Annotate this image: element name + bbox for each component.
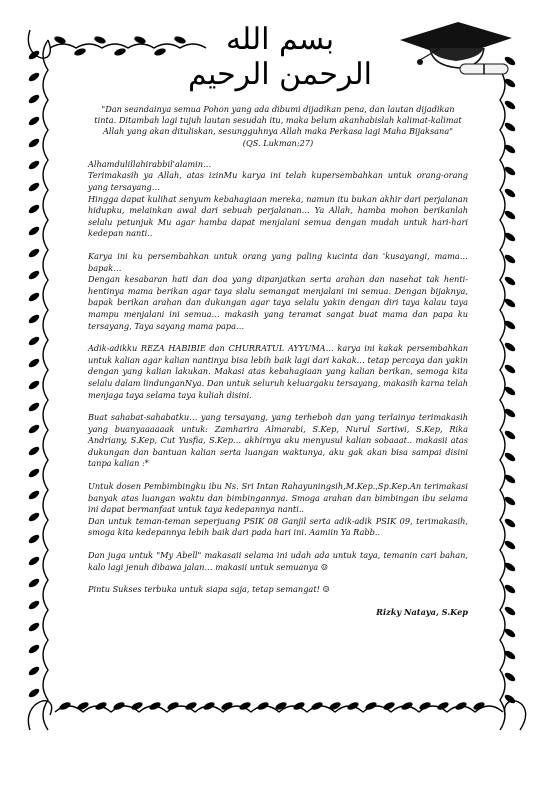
vine-leaf — [503, 209, 516, 221]
vine-leaf — [503, 187, 516, 199]
vine-leaf — [328, 701, 341, 712]
paragraph-line: Karya ini ku persembahkan untuk orang yang paling kucinta dan 'kusayangi, mama… bapak… — [88, 250, 468, 273]
vine-leaf — [418, 701, 431, 712]
paragraph-line: Buat sahabat-sahabatku… yang tersayang, yang terheboh dan yang terlainya terimakasih yang buanyaaaaaak untuk: Zamharira Almarabi, S.Kep, Nurul Sartiwi, S.Kep, Rika Andriany, S.Kep, Cut Yusfia, S.Kep… akhirnya aku menyusul kalian sobaaat.. makasii atas dukungan dan bantuan kalian serta luangan waktunya, aku gak akan bisa sampai disini tanpa kalian :* — [88, 412, 468, 469]
paragraph-siblings — [88, 343, 468, 401]
vine-leaf — [27, 379, 40, 391]
vine-leaf — [27, 423, 40, 435]
paragraph-closing — [88, 584, 468, 596]
vine-leaf — [503, 451, 516, 463]
vine-leaf — [27, 489, 40, 501]
paragraph-line: Untuk dosen Pembimbingku ibu Ns. Sri Intan Rahayuningsih,M.Kep.,Sp.Kep.An terimakasi banyak atas luangan waktu dan bimbingannya. Smoga arahan dan bimbingan ibu selama ini dapat bermanfaat untuk taya kedepannya nanti.. — [88, 481, 468, 515]
graduation-cap-icon — [390, 18, 515, 83]
vine-leaf — [58, 701, 71, 712]
vine-leaf — [27, 401, 40, 413]
vine-leaf — [27, 643, 40, 655]
vine-leaf — [202, 701, 215, 712]
signature: Rizky Nataya, S.Kep — [376, 606, 468, 617]
vine-leaf — [27, 269, 40, 281]
vine-leaf — [503, 693, 516, 705]
vine-leaf — [27, 115, 40, 127]
vine-leaf — [400, 701, 413, 712]
vine-leaf — [27, 533, 40, 545]
vine-leaf — [503, 363, 516, 375]
paragraph-line: Hingga dapat kulihat senyum kebahagiaan mereka, namun itu bukan akhir dari perjalanan hidupku, melainkan awal dari sebuah perjalanan… Ya Allah, hamba mohon berikanlah selalu petunjuk Mu agar hamba dapat menjalani semua dengan mudah untuk hari-hari kedepan nanti.. — [88, 193, 468, 239]
vine-leaf — [27, 159, 40, 171]
paragraph-parents — [88, 251, 468, 332]
vine-leaf — [238, 701, 251, 712]
vine-leaf — [27, 511, 40, 523]
vine-leaf — [503, 605, 516, 617]
vine-leaf — [113, 47, 126, 57]
quran-quote: "Dan seandainya semua Pohon yang ada dibumi dijadikan pena, dan lautan dijadikan tinta. Ditambah lagi tujuh lautan sesudah itu, maka belum akanhabislah kalimat-kalimat Allah yang akan dituliskan, sesungguhnya Allah maka Perkasa lagi Maha Bijaksana" (QS. Lukman:27) — [94, 104, 462, 148]
paragraph-line: Adik-adikku REZA HABIBIE dan CHURRATUL AYYUMA… karya ini kakak persembahkan untuk kalian agar kalian nantinya bisa lebih baik lagi dari kakak… tetap percaya dan yakin dengan yang kalian lakukan. Makasi atas kebahagiaan yang kalian berikan, semoga kita selalu dalam lindunganNya. Dan untuk seluruh keluargaku tersayang, makasih karna telah menjaga taya selama taya kuliah disini. — [88, 343, 468, 400]
document-body — [88, 104, 468, 618]
vine-leaf — [94, 701, 107, 712]
vine-leaf — [27, 137, 40, 149]
vine-leaf — [27, 203, 40, 215]
vine-leaf — [27, 445, 40, 457]
vine-leaf — [454, 701, 467, 712]
vine-leaf — [27, 71, 40, 83]
vine-leaf — [27, 335, 40, 347]
vine-leaf — [27, 621, 40, 633]
vine-leaf — [310, 701, 323, 712]
vine-leaf — [27, 313, 40, 325]
vine-leaf — [346, 701, 359, 712]
vine-leaf — [256, 701, 269, 712]
paragraph-line: Dengan kesabaran hati dan doa yang dipanjatkan serta arahan dan nasehat tak henti-hentinya mama berikan agar taya slalu semangat menjalani ini semua. Dengan bijaknya, bapak berikan arahan dan dukungan agar taya selalu yakin dengan diri taya kalau taya mampu menjalani ini semua… makasih yang teramat sangat buat mama dan papa ku tersayang, Taya sayang mama papa… — [88, 274, 468, 331]
paragraph-abell — [88, 550, 468, 573]
vine-leaf — [503, 539, 516, 551]
vine-leaf — [27, 247, 40, 259]
paragraph-line: Terimakasih ya Allah, atas izinMu karya ini telah kupersembahkan untuk orang-orang yang tersayang… — [88, 170, 468, 192]
vine-leaf — [27, 357, 40, 369]
paragraph-supervisor — [88, 481, 468, 539]
vine-leaf — [27, 181, 40, 193]
vine-leaf — [148, 701, 161, 712]
vine-leaf — [503, 121, 516, 133]
paragraph-friends — [88, 412, 468, 470]
paragraph-line: Dan untuk teman-teman seperjuang PSIK 08 Ganjil serta adik-adik PSIK 09, terimakasih, smoga kita kedepannya lebih baik dari pada hari ini. Aamiin Ya Rabb.. — [88, 515, 468, 538]
vine-leaf — [27, 665, 40, 677]
vine-leaf — [166, 701, 179, 712]
vine-leaf — [503, 99, 516, 111]
vine-leaf — [73, 47, 86, 57]
vine-leaf — [76, 701, 89, 712]
vine-leaf — [27, 291, 40, 303]
vine-leaf — [153, 47, 166, 57]
vine-leaf — [27, 49, 40, 61]
vine-leaf — [27, 599, 40, 611]
vine-leaf — [503, 275, 516, 287]
vine-leaf — [27, 577, 40, 589]
vine-leaf — [27, 467, 40, 479]
vine-leaf — [503, 429, 516, 441]
vine-leaf — [27, 93, 40, 105]
vine-leaf — [27, 555, 40, 567]
bismillah-calligraphy: بسم الله الرحمن الرحيم — [188, 22, 372, 92]
paragraph-line: Pintu Sukses terbuka untuk siapa saja, tetap semangat! ☺ — [88, 584, 330, 595]
paragraph-gratitude — [88, 159, 468, 240]
vine-leaf — [27, 687, 40, 699]
vine-leaf — [93, 35, 106, 45]
paragraph-line: Dan juga untuk "My Abell" makasaii selama ini udah ada untuk taya, temanin cari bahan, kalo lagi jenuh dibawa jalan… makasii untuk semuanya ☺ — [88, 550, 468, 572]
vine-leaf — [27, 225, 40, 237]
paragraph-line: Alhamdulillahirabbil'alamin… — [88, 158, 212, 169]
vine-leaf — [503, 517, 516, 529]
